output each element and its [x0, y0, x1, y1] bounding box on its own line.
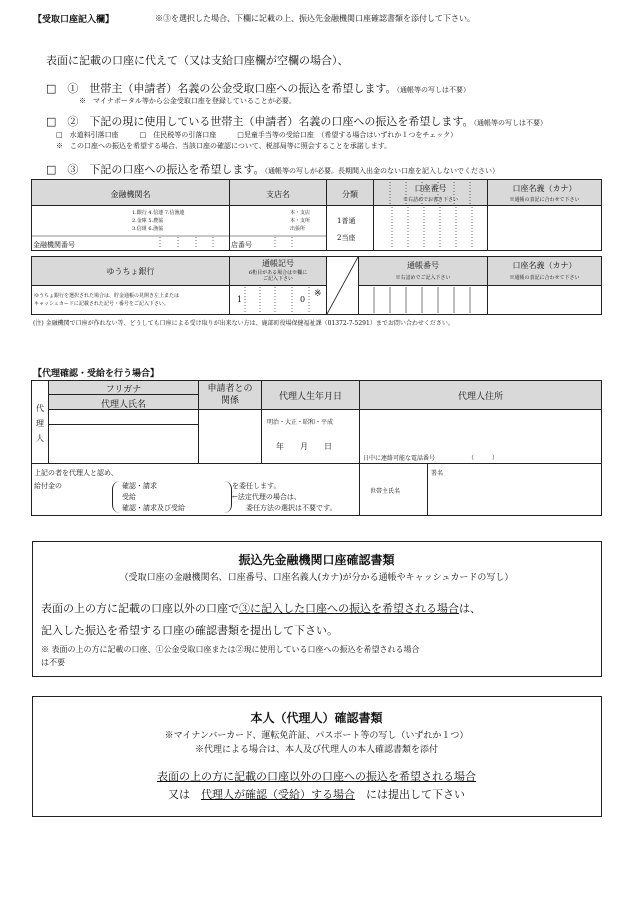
- account-doc-note: ※ 表面の上の方に記載の口座、①公金受取口座または②現に使用している口座への振込を希望される場合: [41, 645, 420, 654]
- birth-header: 代理人生年月日: [261, 380, 360, 410]
- tsucho-kigo-header: 通帳記号 6桁目がある場合は※欄に ご記入下さい: [229, 256, 327, 286]
- furigana-header: フリガナ: [48, 380, 199, 395]
- bank-name-header: 金融機関名: [31, 179, 230, 206]
- id-doc-line1: ※マイナンバーカード、運転免許証、パスポート等の写し（いずれか１つ）: [164, 731, 469, 741]
- tsucho-no-header: 通帳番号 ※右詰めでご記入下さい: [358, 256, 488, 286]
- account-doc-title: 振込先金融機関口座確認書類: [238, 553, 395, 567]
- account-doc-line1: 表面の上の方に記載の口座以外の口座で③に記入した口座への振込を希望される場合は、: [41, 602, 481, 615]
- type-current[interactable]: 2当座: [337, 234, 356, 242]
- branch-code-label: 店番号: [231, 241, 252, 249]
- option-1-small: （通帳等の写しは不要）: [396, 86, 471, 94]
- choice-both[interactable]: 確認・請求及び受給: [122, 504, 185, 512]
- intro-text: 表面に記載の口座に代えて（又は支給口座欄が空欄の場合）、: [46, 54, 349, 67]
- yucho-header: ゆうちょ銀行: [31, 256, 230, 286]
- id-doc-title: 本人（代理人）確認書類: [250, 711, 383, 725]
- type-header: 分類: [326, 179, 374, 206]
- relation-header: 申請者との 関係: [198, 380, 262, 410]
- holder2-header: 口座名義（カナ） ※通帳の表記に合わせて下さい: [487, 256, 602, 286]
- yucho-note-cell: ゆうちょ銀行を選択された場合は、貯金通帳の見開き左上または キャッシュカードに記載された記号・番号をご記入下さい。: [31, 285, 230, 315]
- account-doc-line2: 記入した振込を希望する口座の確認書類を提出して下さい。: [41, 624, 338, 637]
- option-3-label: □ ③ 下記の口座への振込を希望します。: [46, 163, 265, 176]
- option-2-small: （通帳等の写しは不要）: [473, 119, 548, 127]
- householder-label-cell: 世帯主氏名: [359, 463, 428, 516]
- id-doc-line3: 表面の上の方に記載の口座以外の口座への振込を希望される場合: [157, 770, 476, 783]
- section-title: 【受取口座記入欄】: [33, 15, 115, 25]
- option-2-label: □ ② 下記の現に使用している世帯主（申請者）名義の口座への振込を希望します。: [46, 115, 474, 128]
- id-doc-line4: 又は 代理人が確認（受給）する場合 には提出して下さい: [168, 788, 465, 801]
- holder-header: 口座名義（カナ） ※通帳の表記に合わせて下さい: [487, 179, 602, 206]
- option-3-small: （通帳等の写しが必要。長期間入出金のない口座を記入しないでください）: [264, 167, 500, 175]
- choice-confirm[interactable]: 確認・請求: [122, 482, 157, 490]
- consent-cell: 上記の者を代理人と認め、 給付金の 確認・請求 受給 確認・請求及び受給 を委任します。 ←法定代理の場合は、 委任方法の選択は不要です。: [31, 463, 360, 516]
- type-ordinary[interactable]: 1普通: [337, 217, 356, 225]
- proxy-name-header: 代理人氏名: [48, 394, 199, 410]
- section-note: ※③を選択した場合、下欄に記載の上、振込先金融機関口座確認書類を添付して下さい。: [155, 14, 475, 23]
- signature-cell[interactable]: 署名: [427, 463, 602, 516]
- id-doc-line2: ※代理による場合は、本人及び代理人の本人確認書類を添付: [194, 745, 438, 755]
- birth-field[interactable]: 明治・大正・昭和・平成 年 月 日: [261, 409, 360, 464]
- option-1-note: ※ マイナポータル等から公金受取口座を登録していることが必要。: [79, 97, 296, 105]
- proxy-title: 【代理確認・受給を行う場合】: [33, 369, 160, 379]
- choice-receive[interactable]: 受給: [122, 493, 136, 501]
- proxy-side-label: 代 理 人: [31, 380, 49, 464]
- branch-header: 支店名: [229, 179, 327, 206]
- tsucho-kigo-cell[interactable]: 1 0 ※: [229, 285, 327, 315]
- branch-cell[interactable]: 本・支店 本・支所 出張所: [229, 205, 327, 251]
- option-1-label: □ ① 世帯主（申請者）名義の公金受取口座への振込を希望します。: [46, 82, 397, 95]
- option-2-items[interactable]: □ 水道料引落口座 □ 住民税等の引落口座 □児童手当等の受給口座 （希望する場合はいずれか１つをチェック）: [56, 131, 458, 139]
- address-field[interactable]: 日中に連絡可能な電話番号 （ ）: [359, 409, 602, 464]
- address-header: 代理人住所: [359, 380, 602, 410]
- footnote: (注) 金融機関で口座が作れない等、どうしても口座による受け取りが出来ない方は、鹿部町役場保健福祉課（01372-7-5291）までお問い合わせください。: [33, 320, 454, 327]
- bank-code-label: 金融機関番号: [33, 241, 75, 249]
- account-header: 口座番号 ※右詰めでお書き下さい: [373, 179, 488, 206]
- option-2-note: ※ この口座への振込を希望する場合、当該口座の確認について、税部局等に照会することを承諾します。: [56, 142, 392, 150]
- bank-name-cell[interactable]: 1.銀行 4.信連 7.信漁連 2.金庫 5.農協 3.信組 6.漁協: [31, 205, 230, 251]
- account-doc-subtitle: （受取口座の金融機関名、口座番号、口座名義人(カナ)が分かる通帳やキャッシュカードの写し）: [119, 573, 514, 583]
- account-doc-note2: は不要: [41, 658, 65, 667]
